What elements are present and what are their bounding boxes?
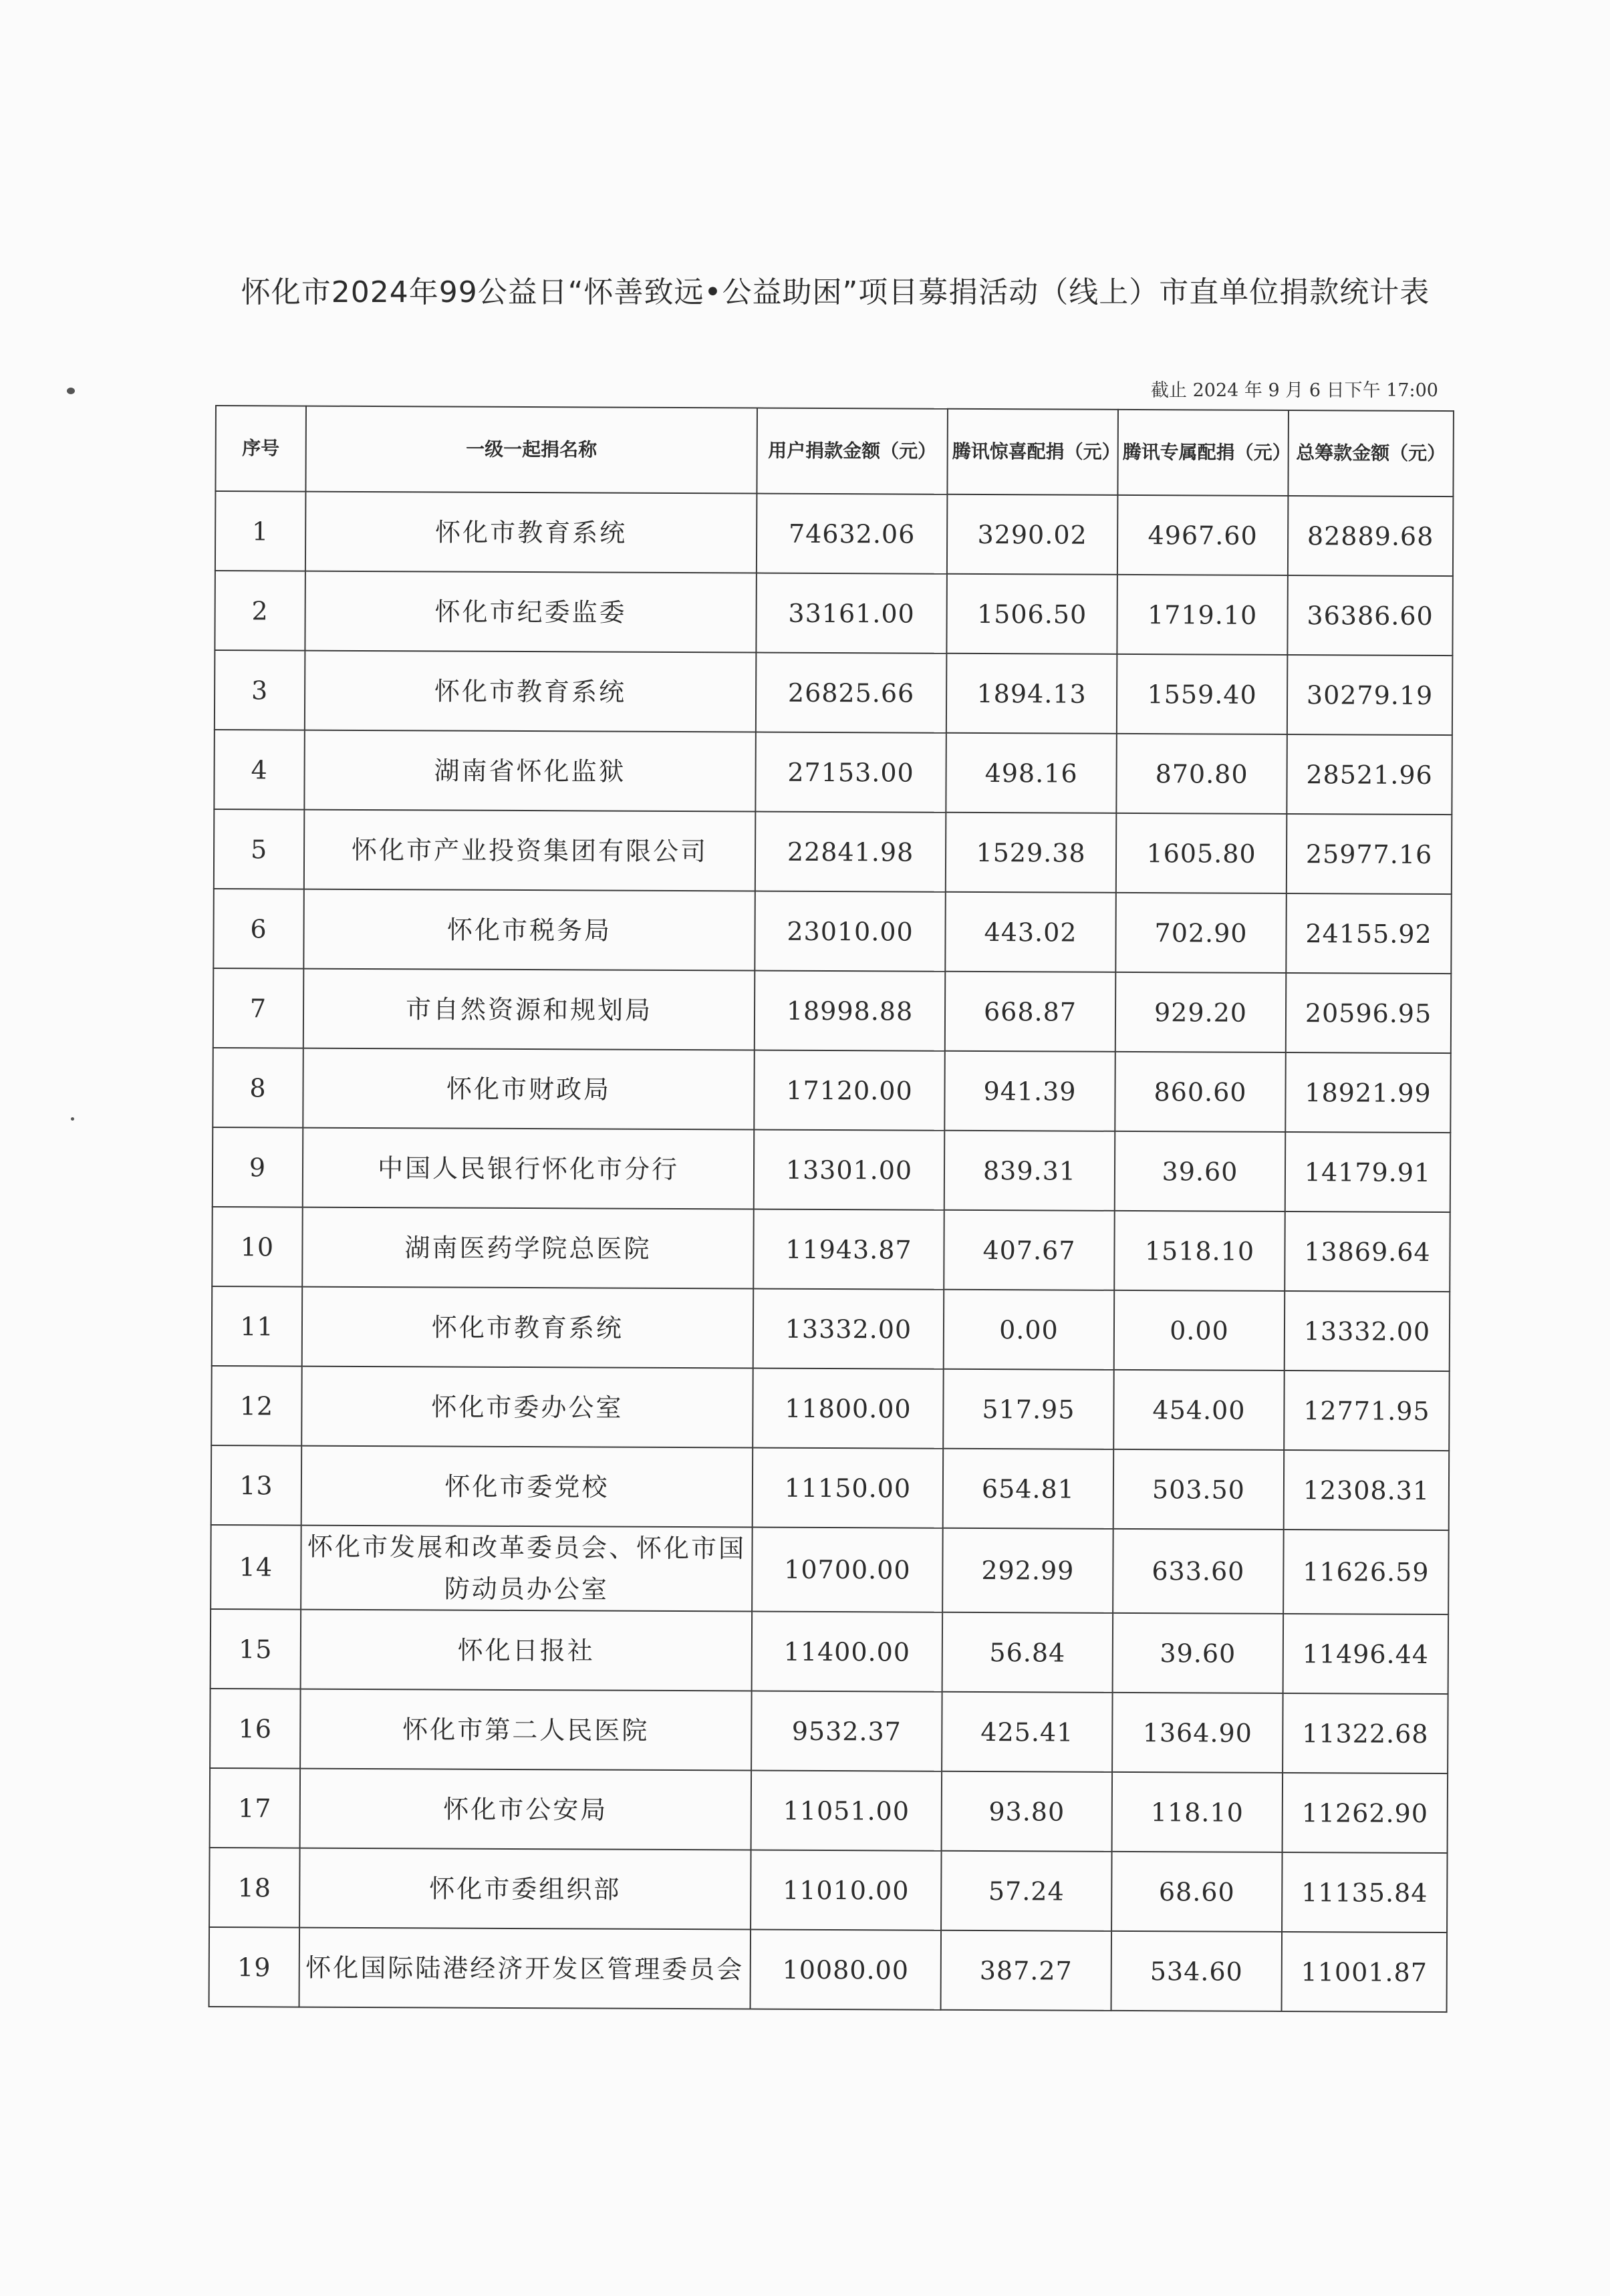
cell-user-amount: 26825.66 <box>756 653 947 733</box>
table-row <box>213 1048 1451 1133</box>
cell-tencent-dedicated: 1605.80 <box>1116 813 1287 893</box>
cell-user-amount: 13301.00 <box>754 1130 945 1210</box>
cell-user-amount: 11800.00 <box>753 1369 944 1449</box>
cell-name: 怀化市发展和改革委员会、怀化市国防动员办公室 <box>301 1526 753 1612</box>
cell-total: 11626.59 <box>1283 1530 1449 1614</box>
cell-index: 7 <box>213 968 304 1048</box>
table-row <box>210 1689 1448 1773</box>
cell-total: 13332.00 <box>1285 1291 1450 1371</box>
cell-name: 怀化市委组织部 <box>299 1848 751 1930</box>
cell-tencent-surprise: 498.16 <box>946 733 1117 813</box>
cell-name: 怀化市第二人民医院 <box>300 1689 752 1771</box>
cell-tencent-dedicated: 1364.90 <box>1112 1693 1283 1773</box>
cell-index: 15 <box>211 1609 301 1689</box>
cell-name: 怀化市产业投资集团有限公司 <box>304 810 756 891</box>
cell-index: 9 <box>213 1127 303 1207</box>
cell-user-amount: 9532.37 <box>751 1691 942 1771</box>
cell-name: 怀化市财政局 <box>303 1048 755 1130</box>
cell-name: 怀化日报社 <box>301 1610 753 1691</box>
cell-tencent-surprise: 425.41 <box>942 1692 1113 1772</box>
cell-tencent-dedicated: 503.50 <box>1113 1449 1285 1530</box>
cell-total: 82889.68 <box>1288 496 1454 576</box>
table-row <box>213 889 1452 974</box>
cell-tencent-surprise: 1894.13 <box>946 654 1117 734</box>
cell-index: 2 <box>215 571 305 651</box>
cell-user-amount: 10080.00 <box>751 1930 942 2010</box>
cell-index: 8 <box>213 1048 303 1128</box>
cell-user-amount: 18998.88 <box>755 971 946 1051</box>
document-title: 怀化市2024年99公益日“怀善致远•公益助困”项目募捐活动（线上）市直单位捐款统计表 <box>241 275 1430 309</box>
cell-total: 20596.95 <box>1286 973 1452 1053</box>
header-tencent-surprise: 腾讯惊喜配捐（元） <box>947 409 1118 495</box>
header-tencent-dedicated: 腾讯专属配捐（元） <box>1117 410 1289 496</box>
cell-index: 16 <box>210 1689 301 1769</box>
cell-total: 11496.44 <box>1283 1614 1449 1694</box>
cell-index: 11 <box>212 1286 303 1367</box>
table-row <box>211 1525 1449 1614</box>
cell-index: 1 <box>215 491 306 571</box>
cell-tencent-dedicated: 68.60 <box>1111 1852 1283 1932</box>
cell-total: 11001.87 <box>1282 1932 1448 2012</box>
table-row <box>213 1127 1451 1212</box>
cell-index: 14 <box>211 1525 301 1610</box>
cell-total: 11322.68 <box>1283 1693 1448 1773</box>
cell-name: 怀化市公安局 <box>300 1769 752 1850</box>
cell-tencent-surprise: 517.95 <box>943 1369 1114 1449</box>
cell-user-amount: 13332.00 <box>753 1289 944 1369</box>
header-total: 总筹款金额（元） <box>1288 410 1454 496</box>
cell-total: 36386.60 <box>1287 575 1453 656</box>
cell-name: 怀化市委党校 <box>301 1446 753 1528</box>
cell-index: 10 <box>212 1207 303 1287</box>
cell-tencent-dedicated: 1559.40 <box>1117 654 1288 734</box>
cell-tencent-surprise: 839.31 <box>944 1131 1115 1211</box>
cell-tencent-dedicated: 39.60 <box>1115 1131 1286 1211</box>
cell-tencent-surprise: 56.84 <box>942 1612 1113 1693</box>
cell-tencent-surprise: 387.27 <box>941 1930 1112 2011</box>
cell-user-amount: 74632.06 <box>757 494 948 574</box>
donation-table <box>209 405 1454 2013</box>
table-header-row <box>215 406 1454 496</box>
scan-speck <box>67 388 75 394</box>
cell-user-amount: 22841.98 <box>755 812 946 892</box>
cell-total: 25977.16 <box>1287 814 1452 894</box>
table-row <box>209 1848 1448 1932</box>
cell-index: 19 <box>209 1927 300 2007</box>
cell-index: 13 <box>211 1445 302 1526</box>
table-row <box>211 1366 1450 1451</box>
cell-name: 中国人民银行怀化市分行 <box>303 1128 755 1209</box>
cell-tencent-dedicated: 4967.60 <box>1117 495 1289 575</box>
table-row <box>211 1609 1449 1694</box>
cell-total: 12308.31 <box>1284 1450 1450 1530</box>
cell-total: 11262.90 <box>1283 1773 1448 1853</box>
cell-user-amount: 17120.00 <box>754 1050 945 1131</box>
cell-tencent-dedicated: 860.60 <box>1115 1052 1286 1132</box>
cell-user-amount: 11051.00 <box>751 1771 942 1851</box>
table-row <box>212 1286 1450 1371</box>
cell-tencent-dedicated: 870.80 <box>1116 734 1287 814</box>
table-row <box>215 571 1453 656</box>
cell-tencent-dedicated: 929.20 <box>1115 972 1287 1052</box>
cell-tencent-dedicated: 633.60 <box>1113 1529 1284 1614</box>
header-name: 一级一起捐名称 <box>305 406 757 494</box>
cell-tencent-dedicated: 39.60 <box>1113 1613 1284 1693</box>
cell-tencent-dedicated: 1518.10 <box>1114 1211 1285 1291</box>
table-row <box>214 730 1452 815</box>
cell-tencent-dedicated: 454.00 <box>1113 1370 1285 1450</box>
cell-name: 怀化市委办公室 <box>301 1367 753 1448</box>
cell-total: 18921.99 <box>1285 1052 1451 1133</box>
table-row <box>214 809 1452 894</box>
cell-user-amount: 27153.00 <box>755 732 946 813</box>
cell-index: 17 <box>210 1768 301 1848</box>
table-row <box>209 1927 1448 2012</box>
cell-user-amount: 23010.00 <box>755 891 946 972</box>
scan-speck <box>71 1117 74 1121</box>
cell-name: 市自然资源和规划局 <box>303 969 755 1050</box>
cell-tencent-dedicated: 702.90 <box>1115 893 1287 973</box>
cell-total: 28521.96 <box>1287 734 1452 815</box>
cell-user-amount: 10700.00 <box>752 1528 943 1612</box>
header-user-amount: 用户捐款金额（元） <box>757 408 948 494</box>
cell-tencent-surprise: 443.02 <box>945 892 1116 972</box>
table-row <box>212 1207 1450 1292</box>
cell-user-amount: 11400.00 <box>752 1612 943 1692</box>
cutoff-time: 截止 2024 年 9 月 6 日下午 17:00 <box>1151 380 1438 401</box>
cell-tencent-surprise: 57.24 <box>941 1851 1112 1931</box>
cell-name: 怀化市税务局 <box>303 889 755 971</box>
cell-tencent-dedicated: 1719.10 <box>1117 575 1288 655</box>
cell-name: 怀化市教育系统 <box>305 492 757 573</box>
cell-tencent-surprise: 941.39 <box>944 1051 1115 1131</box>
cell-index: 12 <box>211 1366 302 1446</box>
cell-tencent-surprise: 3290.02 <box>947 494 1118 575</box>
cell-tencent-surprise: 292.99 <box>942 1528 1113 1613</box>
cell-user-amount: 11010.00 <box>751 1850 942 1930</box>
cell-name: 怀化国际陆港经济开发区管理委员会 <box>299 1928 751 2009</box>
cell-tencent-surprise: 0.00 <box>944 1290 1115 1370</box>
cell-user-amount: 11150.00 <box>753 1448 944 1528</box>
table-row <box>215 650 1453 735</box>
cell-index: 4 <box>214 730 305 810</box>
cell-total: 14179.91 <box>1285 1132 1451 1212</box>
cell-total: 24155.92 <box>1286 893 1452 974</box>
cell-name: 湖南医药学院总医院 <box>302 1207 754 1289</box>
cell-tencent-surprise: 1506.50 <box>946 574 1117 654</box>
cell-total: 12771.95 <box>1284 1371 1450 1451</box>
table-row <box>211 1445 1450 1530</box>
cell-user-amount: 33161.00 <box>756 573 947 654</box>
cell-total: 30279.19 <box>1287 655 1453 735</box>
header-index: 序号 <box>215 406 306 492</box>
cell-tencent-surprise: 93.80 <box>942 1771 1113 1852</box>
cell-name: 怀化市纪委监委 <box>305 571 757 653</box>
cell-index: 18 <box>209 1848 300 1928</box>
cell-tencent-surprise: 1529.38 <box>946 813 1117 893</box>
cell-name: 湖南省怀化监狱 <box>304 730 756 812</box>
cell-total: 13869.64 <box>1285 1211 1450 1292</box>
cell-name: 怀化市教育系统 <box>305 651 757 732</box>
cell-tencent-surprise: 407.67 <box>944 1210 1115 1290</box>
table-body <box>209 491 1454 2012</box>
cell-tencent-dedicated: 0.00 <box>1114 1290 1285 1371</box>
cell-index: 6 <box>213 889 304 969</box>
cell-tencent-surprise: 668.87 <box>945 972 1116 1052</box>
table-row <box>210 1768 1448 1853</box>
cell-tencent-dedicated: 118.10 <box>1112 1772 1283 1852</box>
cell-user-amount: 11943.87 <box>753 1209 944 1290</box>
table-row <box>215 491 1454 576</box>
cell-tencent-surprise: 654.81 <box>943 1449 1114 1529</box>
table-row <box>213 968 1452 1053</box>
cell-name: 怀化市教育系统 <box>302 1287 754 1369</box>
cell-total: 11135.84 <box>1282 1852 1448 1932</box>
cell-index: 3 <box>215 650 305 730</box>
cell-index: 5 <box>214 809 305 889</box>
cell-tencent-dedicated: 534.60 <box>1111 1931 1283 2011</box>
